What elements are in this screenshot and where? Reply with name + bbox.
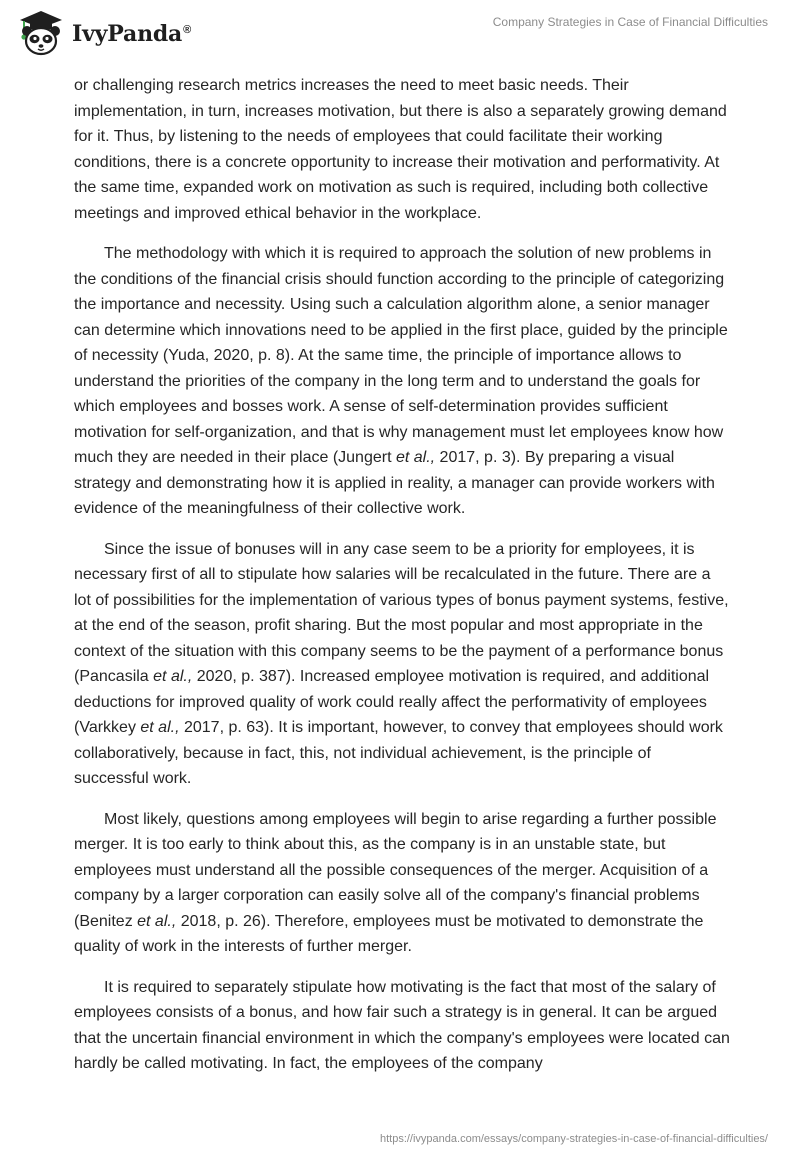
paragraph-text: The methodology with which it is required to approach the solution of new problems in the conditions of the financial crisis should function according to the principle of categorizing the importance and necessity. Using such a calculation algorithm alone, a senior manager can determine which innovations need to be applied in the first place, guided by the principle of necessity (Yuda, 2020, p. 8). At the same time, the principle of importance allows to understand the priorities of the company in the long term and to understand the goals for which employees and bosses work. A sense of self-determination provides sufficient motivation for self-organization, and that is why management must let employees know how much they are needed in their place (Jungert (74, 245, 728, 466)
paragraph-text: 2017, p. 3). By preparing a visual strategy and demonstrating how it is applied in reality, a manager can provide workers with evidence of the meaningfulness of their collective work. (74, 449, 715, 517)
panda-graduate-icon (16, 9, 66, 57)
paragraph-text: 2017, p. 63). It is important, however, to convey that employees should work collaboratively, because in fact, this, not individual achievement, is the principle of successful work. (74, 719, 723, 787)
citation-et-al: et al., (140, 719, 180, 736)
essay-paragraph (74, 807, 730, 960)
essay-paragraph (74, 73, 730, 226)
registered-mark: ® (183, 23, 192, 36)
logo-wordmark: IvyPanda® (72, 21, 192, 47)
essay-paragraph (74, 241, 730, 522)
document-title: Company Strategies in Case of Financial Difficulties (492, 15, 768, 29)
paragraph-text: 2018, p. 26). Therefore, employees must be motivated to demonstrate the quality of work in the interests of further merger. (74, 912, 704, 955)
essay-body (74, 73, 730, 1092)
paragraph-text: Since the issue of bonuses will in any case seem to be a priority for employees, it is necessary first of all to stipulate how salaries will be recalculated in the future. There are a lot of possibilities for the implementation of various types of bonus payment systems, festive, at the end of the season, profit sharing. But the most popular and most appropriate in the context of the situation with this company seems to be the payment of a performance bonus (Pancasila (74, 540, 729, 685)
essay-paragraph (74, 537, 730, 792)
citation-et-al: et al., (395, 449, 436, 466)
citation-et-al: et al., (137, 912, 177, 930)
essay-paragraph (74, 975, 730, 1077)
paragraph-text: It is required to separately stipulate how motivating is the fact that most of the salary of employees consists of a bonus, and how fair such a strategy is in general. It can be argued that the uncertain financial environment in which the company's employees were located can hardly be called motivating. In fact, the employees of the company (74, 978, 730, 1072)
citation-et-al: et al., (153, 668, 193, 685)
ivypanda-logo[interactable] (16, 9, 191, 57)
page-header (0, 0, 800, 70)
source-url-link[interactable]: https://ivypanda.com/essays/company-strategies-in-case-of-financial-difficulties/ (379, 1133, 768, 1145)
paragraph-text: 2020, p. 387). Increased employee motivation is required, and additional deductions for improved quality of work could really affect the performativity of employees (Varkkey (74, 668, 710, 736)
paragraph-text: or challenging research metrics increases the need to meet basic needs. Their implementation, in turn, increases motivation, but there is also a separately growing demand for it. Thus, by listening to the needs of employees that could facilitate their working conditions, there is a concrete opportunity to increase their motivation and performativity. At the same time, expanded work on motivation as such is required, including both collective meetings and improved ethical behavior in the workplace. (74, 77, 727, 222)
paragraph-text: Most likely, questions among employees will begin to arise regarding a further possible merger. It is too early to think about this, as the company is in an unstable state, but employees must understand all the possible consequences of the merger. Acquisition of a company by a larger corporation can easily solve all of the company's financial problems (Benitez (74, 810, 717, 930)
